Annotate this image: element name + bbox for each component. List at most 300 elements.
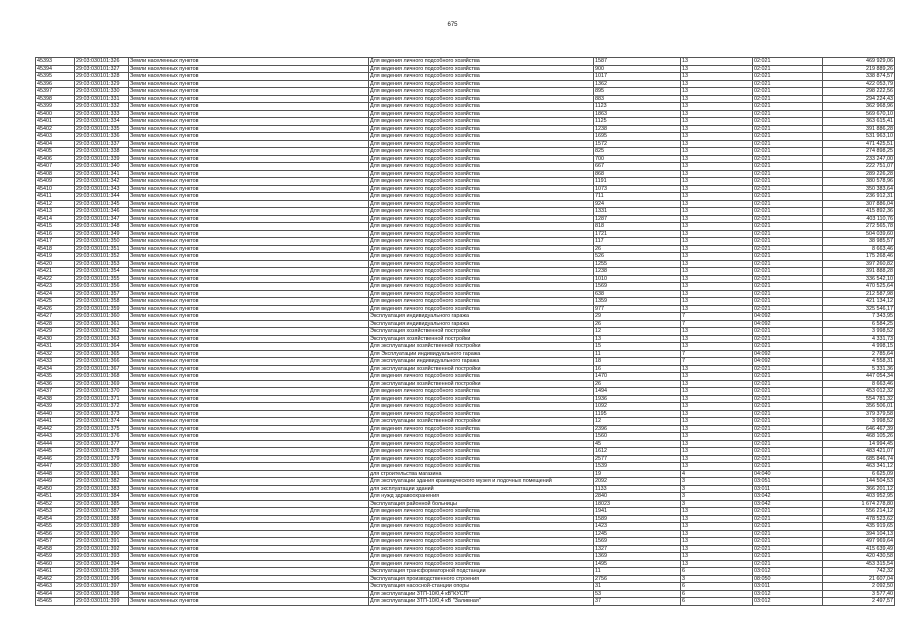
land-category-cell: Земли населенных пунктов [129, 230, 369, 238]
group-cell: 13 [681, 373, 753, 381]
area-cell: 1010 [594, 275, 681, 283]
permitted-use-cell: Для эксплуатации здания краеведческого музея и лодочных помещений [369, 478, 594, 486]
land-category-cell: Земли населенных пунктов [129, 275, 369, 283]
row-number-cell: 45409 [36, 178, 75, 186]
cadastral-value-cell: 391 886,28 [823, 125, 895, 133]
code-cell: 02:021 [753, 268, 823, 276]
code-cell: 02:021 [753, 223, 823, 231]
cadastral-number-cell: 29:03:030101:331 [75, 95, 129, 103]
code-cell: 02:021 [753, 103, 823, 111]
area-cell: 18 [594, 358, 681, 366]
cadastral-value-cell: 3 998,52 [823, 328, 895, 336]
cadastral-value-cell: 453 012,32 [823, 388, 895, 396]
group-cell: 13 [681, 463, 753, 471]
permitted-use-cell: Для ведения личного подсобного хозяйства [369, 58, 594, 66]
table-row [36, 365, 895, 373]
land-category-cell: Земли населенных пунктов [129, 328, 369, 336]
cadastral-value-cell: 463 341,12 [823, 463, 895, 471]
group-cell: 13 [681, 268, 753, 276]
cadastral-number-cell: 29:03:030101:352 [75, 253, 129, 261]
area-cell: 16 [594, 365, 681, 373]
cadastral-number-cell: 29:03:030101:369 [75, 380, 129, 388]
row-number-cell: 45426 [36, 305, 75, 313]
cadastral-value-cell: 2 497,57 [823, 598, 895, 606]
code-cell: 02:021 [753, 88, 823, 96]
permitted-use-cell: Для нужд здравоохранения [369, 493, 594, 501]
area-cell: 1191 [594, 178, 681, 186]
cadastral-value-cell: 415 639,49 [823, 545, 895, 553]
group-cell: 13 [681, 178, 753, 186]
row-number-cell: 45404 [36, 140, 75, 148]
code-cell: 02:021 [753, 208, 823, 216]
cadastral-value-cell: 233 247,00 [823, 155, 895, 163]
row-number-cell: 45453 [36, 508, 75, 516]
code-cell: 02:021 [753, 373, 823, 381]
area-cell: 26 [594, 320, 681, 328]
cadastral-number-cell: 29:03:030101:393 [75, 553, 129, 561]
land-category-cell: Земли населенных пунктов [129, 470, 369, 478]
cadastral-value-cell: 356 506,01 [823, 403, 895, 411]
code-cell: 03:012 [753, 598, 823, 606]
permitted-use-cell: Для ведения личного подсобного хозяйства [369, 538, 594, 546]
area-cell: 868 [594, 170, 681, 178]
cadastral-value-cell: 38 985,57 [823, 238, 895, 246]
group-cell: 13 [681, 200, 753, 208]
table-row [36, 410, 895, 418]
cadastral-number-cell: 29:03:030101:342 [75, 178, 129, 186]
cadastral-value-cell: 4 558,31 [823, 358, 895, 366]
row-number-cell: 45456 [36, 530, 75, 538]
cadastral-number-cell: 29:03:030101:335 [75, 125, 129, 133]
land-category-cell: Земли населенных пунктов [129, 110, 369, 118]
permitted-use-cell: Для ведения личного подсобного хозяйства [369, 560, 594, 568]
table-row [36, 515, 895, 523]
permitted-use-cell: Для ведения личного подсобного хозяйства [369, 178, 594, 186]
land-category-cell: Земли населенных пунктов [129, 268, 369, 276]
area-cell: 1494 [594, 388, 681, 396]
row-number-cell: 45425 [36, 298, 75, 306]
cadastral-number-cell: 29:03:030101:381 [75, 470, 129, 478]
code-cell: 02:021 [753, 275, 823, 283]
cadastral-number-cell: 29:03:030101:387 [75, 508, 129, 516]
area-cell: 19 [594, 470, 681, 478]
group-cell: 13 [681, 193, 753, 201]
group-cell: 13 [681, 110, 753, 118]
row-number-cell: 45459 [36, 553, 75, 561]
permitted-use-cell: Для ведения личного подсобного хозяйства [369, 515, 594, 523]
land-category-cell: Земли населенных пунктов [129, 485, 369, 493]
permitted-use-cell: Эксплуатация хозяйственной постройки [369, 328, 594, 336]
area-cell: 2577 [594, 455, 681, 463]
area-cell: 1123 [594, 103, 681, 111]
code-cell: 03:051 [753, 478, 823, 486]
area-cell: 1587 [594, 58, 681, 66]
code-cell: 02:021 [753, 230, 823, 238]
group-cell: 3 [681, 493, 753, 501]
table-row [36, 508, 895, 516]
row-number-cell: 45450 [36, 485, 75, 493]
cadastral-value-cell: 289 226,28 [823, 170, 895, 178]
permitted-use-cell: Для ведения личного подсобного хозяйства [369, 185, 594, 193]
cadastral-number-cell: 29:03:030101:379 [75, 455, 129, 463]
land-category-cell: Земли населенных пунктов [129, 253, 369, 261]
cadastral-value-cell: 236 912,31 [823, 193, 895, 201]
group-cell: 13 [681, 530, 753, 538]
group-cell: 13 [681, 343, 753, 351]
row-number-cell: 45442 [36, 425, 75, 433]
group-cell: 13 [681, 275, 753, 283]
table-row [36, 80, 895, 88]
cadastral-number-cell: 29:03:030101:327 [75, 65, 129, 73]
table-row [36, 298, 895, 306]
cadastral-number-cell: 29:03:030101:370 [75, 388, 129, 396]
row-number-cell: 45420 [36, 260, 75, 268]
table-row [36, 305, 895, 313]
cadastral-number-cell: 29:03:030101:366 [75, 358, 129, 366]
table-row [36, 230, 895, 238]
land-category-cell: Земли населенных пунктов [129, 320, 369, 328]
land-category-cell: Земли населенных пунктов [129, 343, 369, 351]
area-cell: 1359 [594, 298, 681, 306]
group-cell: 13 [681, 283, 753, 291]
row-number-cell: 45393 [36, 58, 75, 66]
code-cell: 02:021 [753, 200, 823, 208]
area-cell: 1195 [594, 410, 681, 418]
row-number-cell: 45455 [36, 523, 75, 531]
land-category-cell: Земли населенных пунктов [129, 283, 369, 291]
permitted-use-cell: Для ведения личного подсобного хозяйства [369, 238, 594, 246]
area-cell: 924 [594, 200, 681, 208]
cadastral-value-cell: 175 268,46 [823, 253, 895, 261]
area-cell: 1572 [594, 140, 681, 148]
permitted-use-cell: для эксплуатации зданий [369, 485, 594, 493]
area-cell: 1327 [594, 545, 681, 553]
code-cell: 02:021 [753, 283, 823, 291]
cadastral-value-cell: 362 968,96 [823, 103, 895, 111]
cadastral-number-cell: 29:03:030101:338 [75, 148, 129, 156]
code-cell: 02:021 [753, 560, 823, 568]
cadastral-number-cell: 29:03:030101:336 [75, 133, 129, 141]
group-cell: 13 [681, 133, 753, 141]
table-row [36, 395, 895, 403]
land-category-cell: Земли населенных пунктов [129, 88, 369, 96]
cadastral-value-cell: 6 584,25 [823, 320, 895, 328]
area-cell: 895 [594, 88, 681, 96]
row-number-cell: 45463 [36, 583, 75, 591]
land-category-cell: Земли населенных пунктов [129, 305, 369, 313]
land-category-cell: Земли населенных пунктов [129, 590, 369, 598]
cadastral-number-cell: 29:03:030101:334 [75, 118, 129, 126]
row-number-cell: 45414 [36, 215, 75, 223]
cadastral-value-cell: 366 201,12 [823, 485, 895, 493]
table-row [36, 478, 895, 486]
cadastral-number-cell: 29:03:030101:391 [75, 538, 129, 546]
land-category-cell: Земли населенных пунктов [129, 200, 369, 208]
permitted-use-cell: Для ведения личного подсобного хозяйства [369, 425, 594, 433]
cadastral-value-cell: 397 260,82 [823, 260, 895, 268]
code-cell: 02:021 [753, 148, 823, 156]
area-cell: 1092 [594, 403, 681, 411]
land-register-body [36, 58, 895, 606]
area-cell: 1470 [594, 373, 681, 381]
group-cell: 13 [681, 425, 753, 433]
row-number-cell: 45397 [36, 88, 75, 96]
row-number-cell: 45407 [36, 163, 75, 171]
table-row [36, 260, 895, 268]
land-category-cell: Земли населенных пунктов [129, 433, 369, 441]
table-row [36, 418, 895, 426]
permitted-use-cell: Для эксплуатации индивидуального гаража [369, 358, 594, 366]
table-row [36, 538, 895, 546]
area-cell: 1721 [594, 230, 681, 238]
land-category-cell: Земли населенных пунктов [129, 575, 369, 583]
table-row [36, 275, 895, 283]
cadastral-value-cell: 325 546,17 [823, 305, 895, 313]
table-row [36, 328, 895, 336]
group-cell: 13 [681, 448, 753, 456]
area-cell: 45 [594, 440, 681, 448]
row-number-cell: 45396 [36, 80, 75, 88]
cadastral-value-cell: 469 929,06 [823, 58, 895, 66]
cadastral-value-cell: 222 751,07 [823, 163, 895, 171]
permitted-use-cell: Для ведения личного подсобного хозяйства [369, 80, 594, 88]
code-cell: 02:021 [753, 433, 823, 441]
group-cell: 13 [681, 80, 753, 88]
area-cell: 1017 [594, 73, 681, 81]
cadastral-number-cell: 29:03:030101:360 [75, 313, 129, 321]
area-cell: 1695 [594, 133, 681, 141]
permitted-use-cell: Для ведения личного подсобного хозяйства [369, 125, 594, 133]
code-cell: 02:021 [753, 95, 823, 103]
row-number-cell: 45398 [36, 95, 75, 103]
permitted-use-cell: Для ведения личного подсобного хозяйства [369, 373, 594, 381]
area-cell: 1133 [594, 485, 681, 493]
cadastral-value-cell: 504 039,60 [823, 230, 895, 238]
group-cell: 3 [681, 485, 753, 493]
group-cell: 3 [681, 575, 753, 583]
table-row [36, 155, 895, 163]
group-cell: 13 [681, 223, 753, 231]
code-cell: 02:021 [753, 508, 823, 516]
code-cell: 08:050 [753, 575, 823, 583]
row-number-cell: 45445 [36, 448, 75, 456]
cadastral-value-cell: 212 587,98 [823, 290, 895, 298]
permitted-use-cell: Для ведения личного подсобного хозяйства [369, 530, 594, 538]
table-row [36, 530, 895, 538]
row-number-cell: 45429 [36, 328, 75, 336]
permitted-use-cell: Для эксплуатации хозяйственной постройки [369, 343, 594, 351]
permitted-use-cell: Для ведения личного подсобного хозяйства [369, 523, 594, 531]
cadastral-number-cell: 29:03:030101:389 [75, 523, 129, 531]
cadastral-value-cell: 468 105,26 [823, 433, 895, 441]
area-cell: 1125 [594, 118, 681, 126]
cadastral-value-cell: 685 846,74 [823, 455, 895, 463]
cadastral-number-cell: 29:03:030101:376 [75, 433, 129, 441]
land-category-cell: Земли населенных пунктов [129, 583, 369, 591]
table-row [36, 140, 895, 148]
code-cell: 04:040 [753, 470, 823, 478]
table-row [36, 185, 895, 193]
group-cell: 13 [681, 433, 753, 441]
permitted-use-cell: Для ведения личного подсобного хозяйства [369, 440, 594, 448]
area-cell: 18023 [594, 500, 681, 508]
table-row [36, 65, 895, 73]
area-cell: 13 [594, 335, 681, 343]
cadastral-value-cell: 294 224,43 [823, 95, 895, 103]
code-cell: 02:021 [753, 440, 823, 448]
group-cell: 13 [681, 253, 753, 261]
code-cell: 02:021 [753, 388, 823, 396]
area-cell: 2396 [594, 425, 681, 433]
group-cell: 3 [681, 478, 753, 486]
area-cell: 818 [594, 223, 681, 231]
cadastral-number-cell: 29:03:030101:385 [75, 500, 129, 508]
code-cell: 02:021 [753, 170, 823, 178]
code-cell: 02:021 [753, 463, 823, 471]
group-cell: 7 [681, 358, 753, 366]
cadastral-number-cell: 29:03:030101:354 [75, 268, 129, 276]
land-category-cell: Земли населенных пунктов [129, 170, 369, 178]
table-row [36, 335, 895, 343]
cadastral-number-cell: 29:03:030101:339 [75, 155, 129, 163]
area-cell: 12 [594, 328, 681, 336]
code-cell: 02:021 [753, 73, 823, 81]
table-row [36, 253, 895, 261]
area-cell: 1287 [594, 215, 681, 223]
code-cell: 02:021 [753, 530, 823, 538]
code-cell: 02:021 [753, 365, 823, 373]
row-number-cell: 45410 [36, 185, 75, 193]
group-cell: 13 [681, 245, 753, 253]
permitted-use-cell: Для ведения личного подсобного хозяйства [369, 163, 594, 171]
table-row [36, 380, 895, 388]
permitted-use-cell: Для ведения личного подсобного хозяйства [369, 118, 594, 126]
land-category-cell: Земли населенных пунктов [129, 418, 369, 426]
cadastral-number-cell: 29:03:030101:368 [75, 373, 129, 381]
area-cell: 37 [594, 598, 681, 606]
row-number-cell: 45395 [36, 73, 75, 81]
cadastral-value-cell: 350 383,64 [823, 185, 895, 193]
cadastral-number-cell: 29:03:030101:364 [75, 343, 129, 351]
area-cell: 667 [594, 163, 681, 171]
cadastral-number-cell: 29:03:030101:375 [75, 425, 129, 433]
land-category-cell: Земли населенных пунктов [129, 215, 369, 223]
table-row [36, 320, 895, 328]
cadastral-number-cell: 29:03:030101:361 [75, 320, 129, 328]
area-cell: 2840 [594, 493, 681, 501]
group-cell: 13 [681, 523, 753, 531]
cadastral-value-cell: 478 523,62 [823, 515, 895, 523]
cadastral-number-cell: 29:03:030101:349 [75, 230, 129, 238]
cadastral-value-cell: 391 888,28 [823, 268, 895, 276]
area-cell: 15 [594, 343, 681, 351]
permitted-use-cell: Для ведения личного подсобного хозяйства [369, 275, 594, 283]
row-number-cell: 45434 [36, 365, 75, 373]
code-cell: 02:021 [753, 110, 823, 118]
row-number-cell: 45400 [36, 110, 75, 118]
area-cell: 1941 [594, 508, 681, 516]
cadastral-number-cell: 29:03:030101:357 [75, 290, 129, 298]
row-number-cell: 45437 [36, 388, 75, 396]
row-number-cell: 45431 [36, 343, 75, 351]
cadastral-value-cell: 219 889,26 [823, 65, 895, 73]
group-cell: 13 [681, 230, 753, 238]
permitted-use-cell: Для ведения личного подсобного хозяйства [369, 298, 594, 306]
table-row [36, 350, 895, 358]
cadastral-number-cell: 29:03:030101:367 [75, 365, 129, 373]
cadastral-number-cell: 29:03:030101:347 [75, 215, 129, 223]
cadastral-value-cell: 380 578,96 [823, 178, 895, 186]
cadastral-value-cell: 307 886,04 [823, 200, 895, 208]
row-number-cell: 45452 [36, 500, 75, 508]
group-cell: 7 [681, 320, 753, 328]
row-number-cell: 45435 [36, 373, 75, 381]
group-cell: 7 [681, 313, 753, 321]
area-cell: 977 [594, 305, 681, 313]
code-cell: 02:021 [753, 455, 823, 463]
area-cell: 12 [594, 418, 681, 426]
row-number-cell: 45408 [36, 170, 75, 178]
row-number-cell: 45436 [36, 380, 75, 388]
cadastral-number-cell: 29:03:030101:332 [75, 103, 129, 111]
permitted-use-cell: Для ведения личного подсобного хозяйства [369, 455, 594, 463]
group-cell: 6 [681, 583, 753, 591]
cadastral-value-cell: 554 781,32 [823, 395, 895, 403]
group-cell: 13 [681, 545, 753, 553]
area-cell: 29 [594, 313, 681, 321]
cadastral-value-cell: 144 504,53 [823, 478, 895, 486]
cadastral-number-cell: 29:03:030101:353 [75, 260, 129, 268]
row-number-cell: 45412 [36, 200, 75, 208]
table-row [36, 485, 895, 493]
code-cell: 02:021 [753, 290, 823, 298]
permitted-use-cell: Для ведения личного подсобного хозяйства [369, 140, 594, 148]
permitted-use-cell: Для ведения личного подсобного хозяйства [369, 260, 594, 268]
land-register-table [35, 57, 895, 606]
code-cell: 02:021 [753, 328, 823, 336]
permitted-use-cell: Для ведения личного подсобного хозяйства [369, 103, 594, 111]
land-category-cell: Земли населенных пунктов [129, 463, 369, 471]
row-number-cell: 45424 [36, 290, 75, 298]
code-cell: 02:021 [753, 215, 823, 223]
permitted-use-cell: Для эксплуатации хозяйственной постройки [369, 380, 594, 388]
land-category-cell: Земли населенных пунктов [129, 523, 369, 531]
table-row [36, 388, 895, 396]
code-cell: 03:012 [753, 568, 823, 576]
group-cell: 13 [681, 118, 753, 126]
area-cell: 11 [594, 568, 681, 576]
cadastral-number-cell: 29:03:030101:358 [75, 298, 129, 306]
permitted-use-cell: Для ведения личного подсобного хозяйства [369, 253, 594, 261]
cadastral-value-cell: 2 785,64 [823, 350, 895, 358]
cadastral-number-cell: 29:03:030101:346 [75, 208, 129, 216]
cadastral-value-cell: 497 969,64 [823, 538, 895, 546]
land-category-cell: Земли населенных пунктов [129, 508, 369, 516]
group-cell: 13 [681, 298, 753, 306]
table-row [36, 283, 895, 291]
cadastral-number-cell: 29:03:030101:399 [75, 598, 129, 606]
permitted-use-cell: Эксплуатация производственного строения [369, 575, 594, 583]
code-cell: 03:011 [753, 583, 823, 591]
group-cell: 13 [681, 335, 753, 343]
row-number-cell: 45401 [36, 118, 75, 126]
area-cell: 2756 [594, 575, 681, 583]
land-category-cell: Земли населенных пунктов [129, 425, 369, 433]
cadastral-value-cell: 470 525,64 [823, 283, 895, 291]
row-number-cell: 45447 [36, 463, 75, 471]
code-cell: 02:021 [753, 253, 823, 261]
group-cell: 13 [681, 365, 753, 373]
